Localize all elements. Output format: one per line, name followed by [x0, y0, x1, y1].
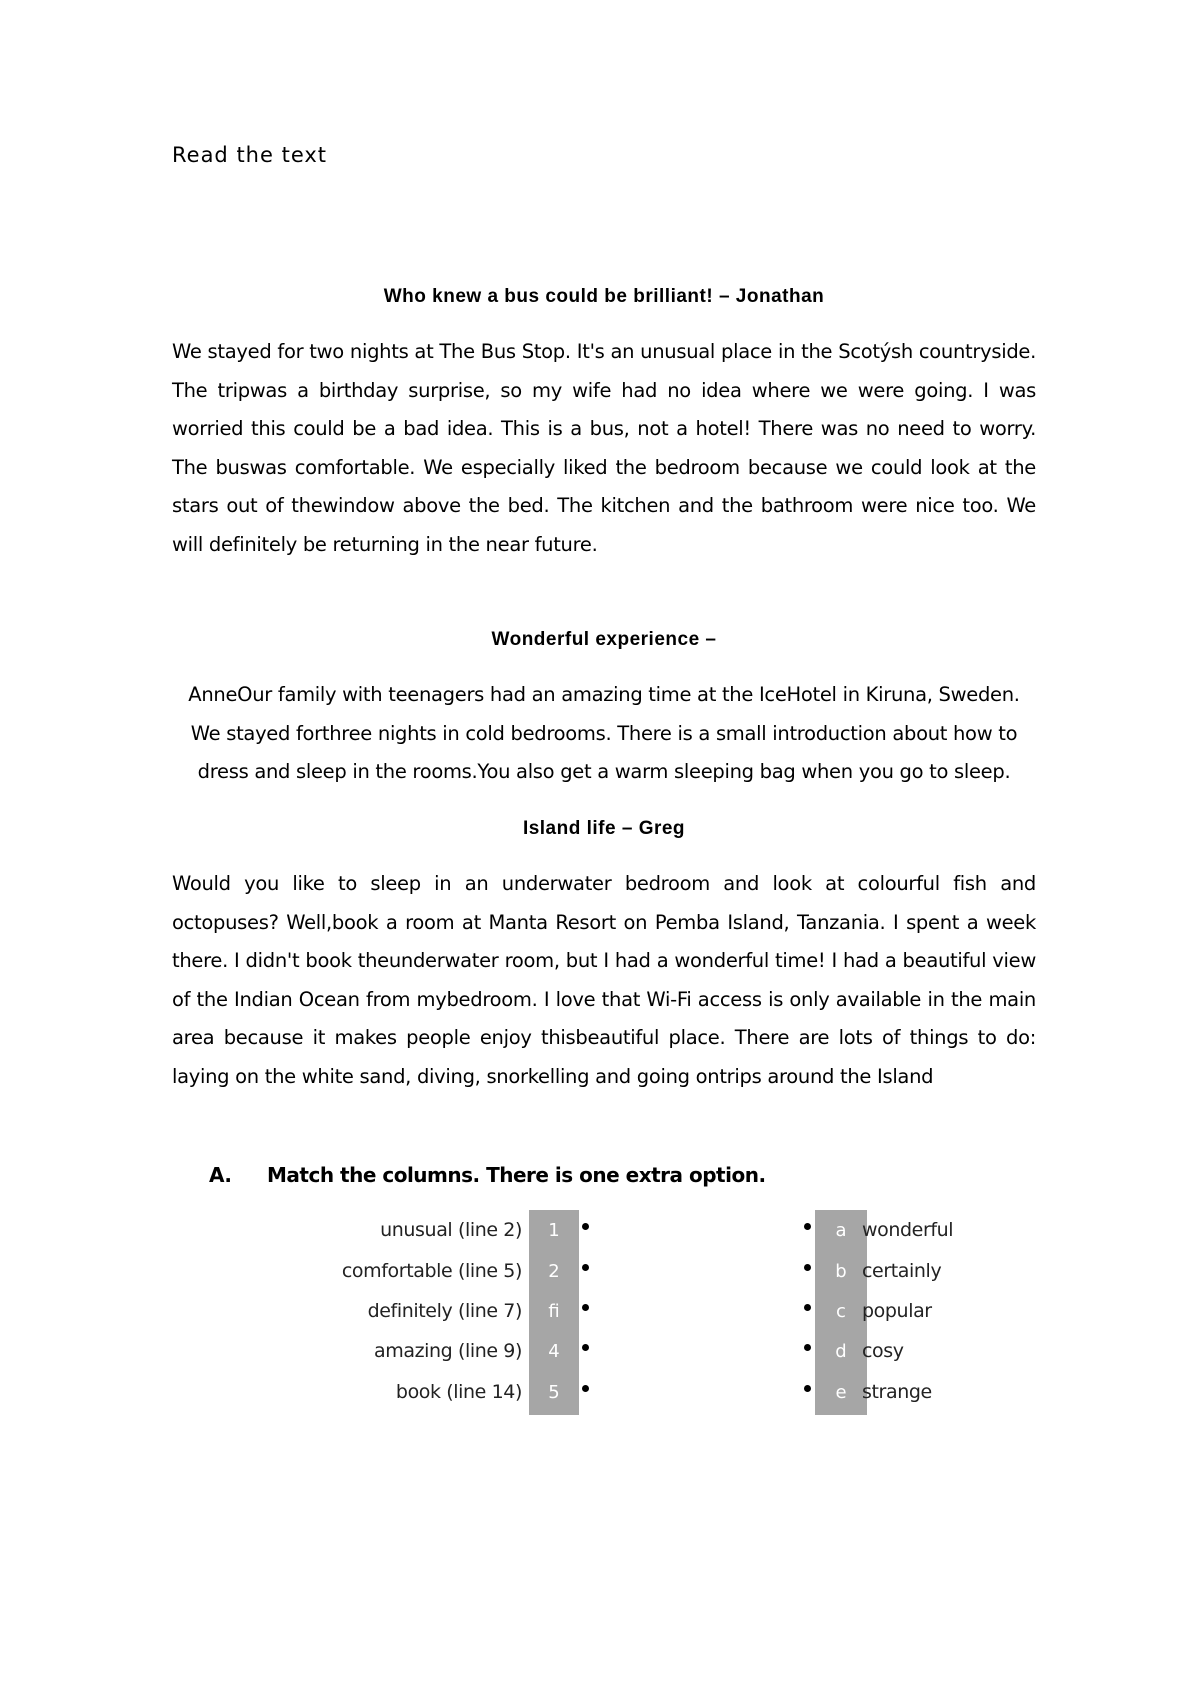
- review-text-anne: AnneOur family with teenagers had an amazing time at the IceHotel in Kiruna, Sweden. We stayed forthree nights in cold bedrooms. There is a small introduction about how to dress and sleep in the rooms.You also get a warm sleeping bag when you go to sleep.: [188, 683, 1020, 783]
- left-bullet-dot[interactable]: [582, 1223, 589, 1230]
- review-title-anne: Wonderful experience –: [491, 629, 717, 650]
- left-bullet-dot[interactable]: [582, 1304, 589, 1311]
- match-left-word: book (line 14): [395, 1381, 522, 1403]
- match-letter: d: [835, 1341, 847, 1362]
- match-left-word: amazing (line 9): [373, 1340, 522, 1362]
- match-number: 5: [548, 1382, 560, 1403]
- exercise-instruction: Match the columns. There is one extra option.: [267, 1163, 766, 1187]
- left-bullet-dot[interactable]: [582, 1344, 589, 1351]
- match-number: 1: [548, 1220, 560, 1241]
- match-right-word: wonderful: [862, 1219, 954, 1241]
- intro-instruction: Read the text: [172, 143, 328, 167]
- right-bullet-dot[interactable]: [804, 1344, 811, 1351]
- review-title-jonathan: Who knew a bus could be brilliant! – Jonathan: [383, 286, 825, 307]
- left-bullet-dot[interactable]: [582, 1385, 589, 1392]
- match-number: fi: [548, 1301, 560, 1322]
- match-letter: a: [835, 1220, 847, 1241]
- right-bullet-dot[interactable]: [804, 1223, 811, 1230]
- match-right-word: strange: [862, 1381, 932, 1403]
- review-title-greg: Island life – Greg: [522, 818, 686, 839]
- match-right-word: certainly: [862, 1260, 942, 1282]
- match-right-word: cosy: [862, 1340, 904, 1362]
- review-text-greg: Would you like to sleep in an underwater bedroom and look at colourful fish and octopuses? Well,book a room at Manta Resort on Pemba Island, Tanzania. I spent a week there. I didn't book theunderwater room, but I had a wonderful time! I had a beautiful view of the Indian Ocean from mybedroom. I love that Wi-Fi access is only available in the main area because it makes people enjoy thisbeautiful place. There are lots of things to do: laying on the white sand, diving, snorkelling and going ontrips around the Island: [172, 872, 1036, 1088]
- exercise-label: A.: [209, 1163, 232, 1187]
- match-letter: e: [835, 1382, 847, 1403]
- match-letter: c: [836, 1301, 846, 1322]
- match-letter: b: [835, 1261, 847, 1282]
- right-bullet-dot[interactable]: [804, 1385, 811, 1392]
- right-bullet-dot[interactable]: [804, 1304, 811, 1311]
- review-text-jonathan: We stayed for two nights at The Bus Stop. It's an unusual place in the Scotýsh countryside. The tripwas a birthday surprise, so my wife had no idea where we were going. I was worried this could be a bad idea. This is a bus, not a hotel! There was no need to worry. The buswas comfortable. We especially liked the bedroom because we could look at the stars out of thewindow above the bed. The kitchen and the bathroom were nice too. We will definitely be returning in the near future.: [172, 340, 1036, 556]
- match-right-word: popular: [862, 1300, 932, 1322]
- left-bullet-dot[interactable]: [582, 1264, 589, 1271]
- match-number: 4: [548, 1341, 560, 1362]
- match-left-word: definitely (line 7): [367, 1300, 522, 1322]
- match-left-word: unusual (line 2): [380, 1219, 522, 1241]
- match-number: 2: [548, 1261, 560, 1282]
- right-bullet-dot[interactable]: [804, 1264, 811, 1271]
- match-left-word: comfortable (line 5): [341, 1260, 522, 1282]
